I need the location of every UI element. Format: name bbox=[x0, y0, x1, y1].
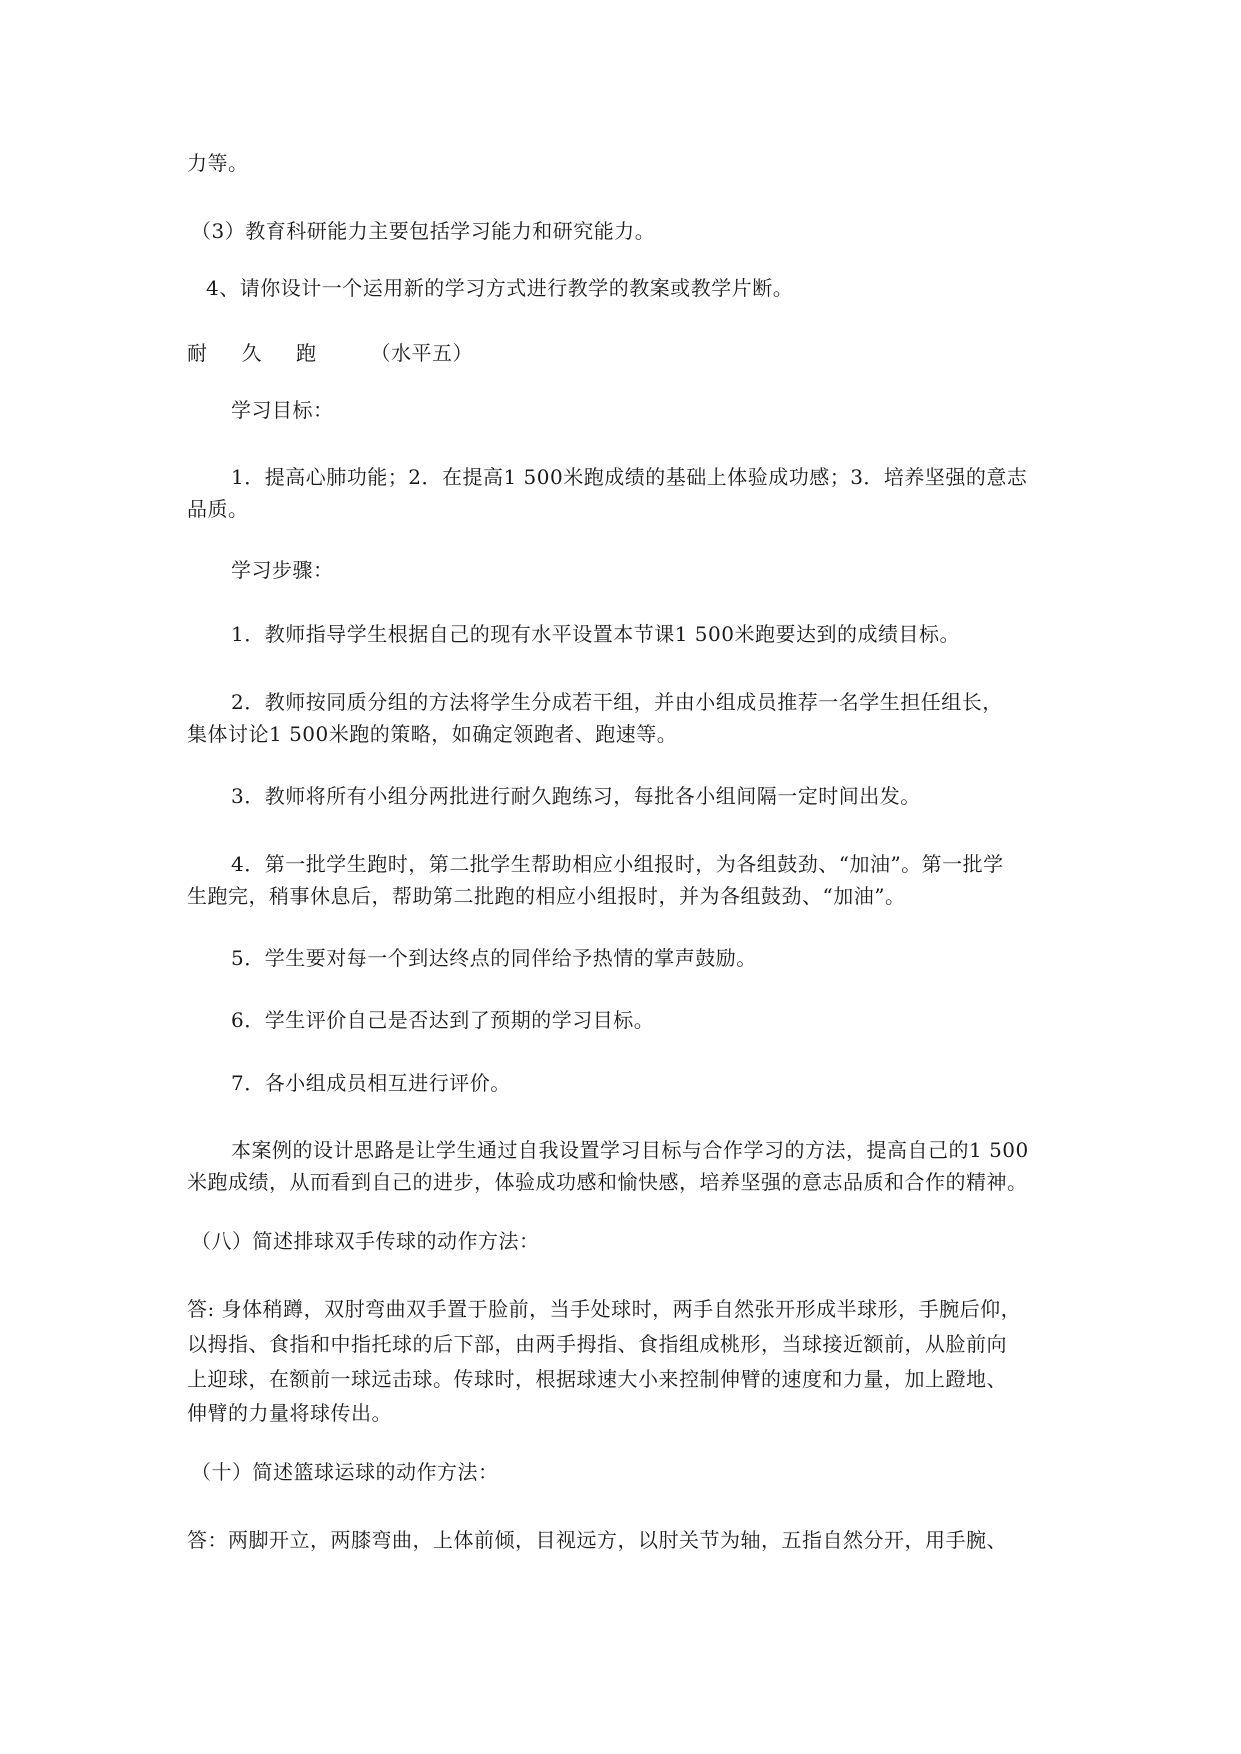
text-line: 学习步骤： bbox=[231, 558, 334, 582]
text-line: （十）简述篮球运球的动作方法： bbox=[191, 1460, 499, 1484]
text-line: 4．第一批学生跑时，第二批学生帮助相应小组报时，为各组鼓劲、“加油”。第一批学 bbox=[231, 852, 1004, 876]
text-line: （八）简述排球双手传球的动作方法： bbox=[191, 1229, 540, 1253]
text-line: 集体讨论1 500米跑的策略，如确定领跑者、跑速等。 bbox=[187, 722, 678, 746]
text-line: 品质。 bbox=[187, 497, 249, 521]
text-line: 力等。 bbox=[187, 151, 249, 175]
text-line: 6．学生评价自己是否达到了预期的学习目标。 bbox=[231, 1008, 655, 1032]
text-line: （3）教育科研能力主要包括学习能力和研究能力。 bbox=[191, 219, 656, 243]
text-line: 生跑完，稍事休息后，帮助第二批跑的相应小组报时，并为各组鼓劲、“加油”。 bbox=[187, 884, 906, 908]
text-line: 本案例的设计思路是让学生通过自我设置学习目标与合作学习的方法，提高自己的1 500 bbox=[231, 1138, 1029, 1162]
text-line: 7．各小组成员相互进行评价。 bbox=[231, 1071, 511, 1095]
text-line: 米跑成绩，从而看到自己的进步，体验成功感和愉快感，培养坚强的意志品质和合作的精神。 bbox=[187, 1170, 1028, 1194]
text-line: 答: 身体稍蹲，双肘弯曲双手置于脸前，当手处球时，两手自然张开形成半球形，手腕后仰， bbox=[187, 1297, 1022, 1321]
text-line: 1．教师指导学生根据自己的现有水平设置本节课1 500米跑要达到的成绩目标。 bbox=[231, 622, 960, 646]
text-line: 3．教师将所有小组分两批进行耐久跑练习，每批各小组间隔一定时间出发。 bbox=[231, 784, 921, 808]
title-char: 耐 bbox=[187, 341, 208, 365]
section-title bbox=[187, 336, 473, 370]
text-line: 4、请你设计一个运用新的学习方式进行教学的教案或教学片断。 bbox=[206, 276, 794, 300]
text-line: 伸臂的力量将球传出。 bbox=[187, 1401, 392, 1425]
text-line: 学习目标： bbox=[231, 398, 334, 422]
text-line: 以拇指、食指和中指托球的后下部，由两手拇指、食指组成桃形，当球接近额前，从脸前向 bbox=[187, 1332, 1007, 1356]
text-line: 上迎球，在额前一球远击球。传球时，根据球速大小来控制伸臂的速度和力量，加上蹬地、 bbox=[187, 1367, 1007, 1391]
text-line: 2．教师按同质分组的方法将学生分成若干组，并由小组成员推荐一名学生担任组长， bbox=[231, 690, 1003, 714]
title-char: 久 bbox=[241, 341, 262, 365]
text-line: 答：两脚开立，两膝弯曲，上体前倾，目视远方，以肘关节为轴，五指自然分开，用手腕、 bbox=[187, 1528, 1007, 1552]
title-char: 跑 bbox=[296, 341, 317, 365]
text-line: 1．提高心肺功能；2．在提高1 500米跑成绩的基础上体验成功感；3．培养坚强的意志 bbox=[231, 465, 1028, 489]
text-line: 5．学生要对每一个到达终点的同伴给予热情的掌声鼓励。 bbox=[231, 946, 757, 970]
title-level: （水平五） bbox=[370, 341, 473, 365]
